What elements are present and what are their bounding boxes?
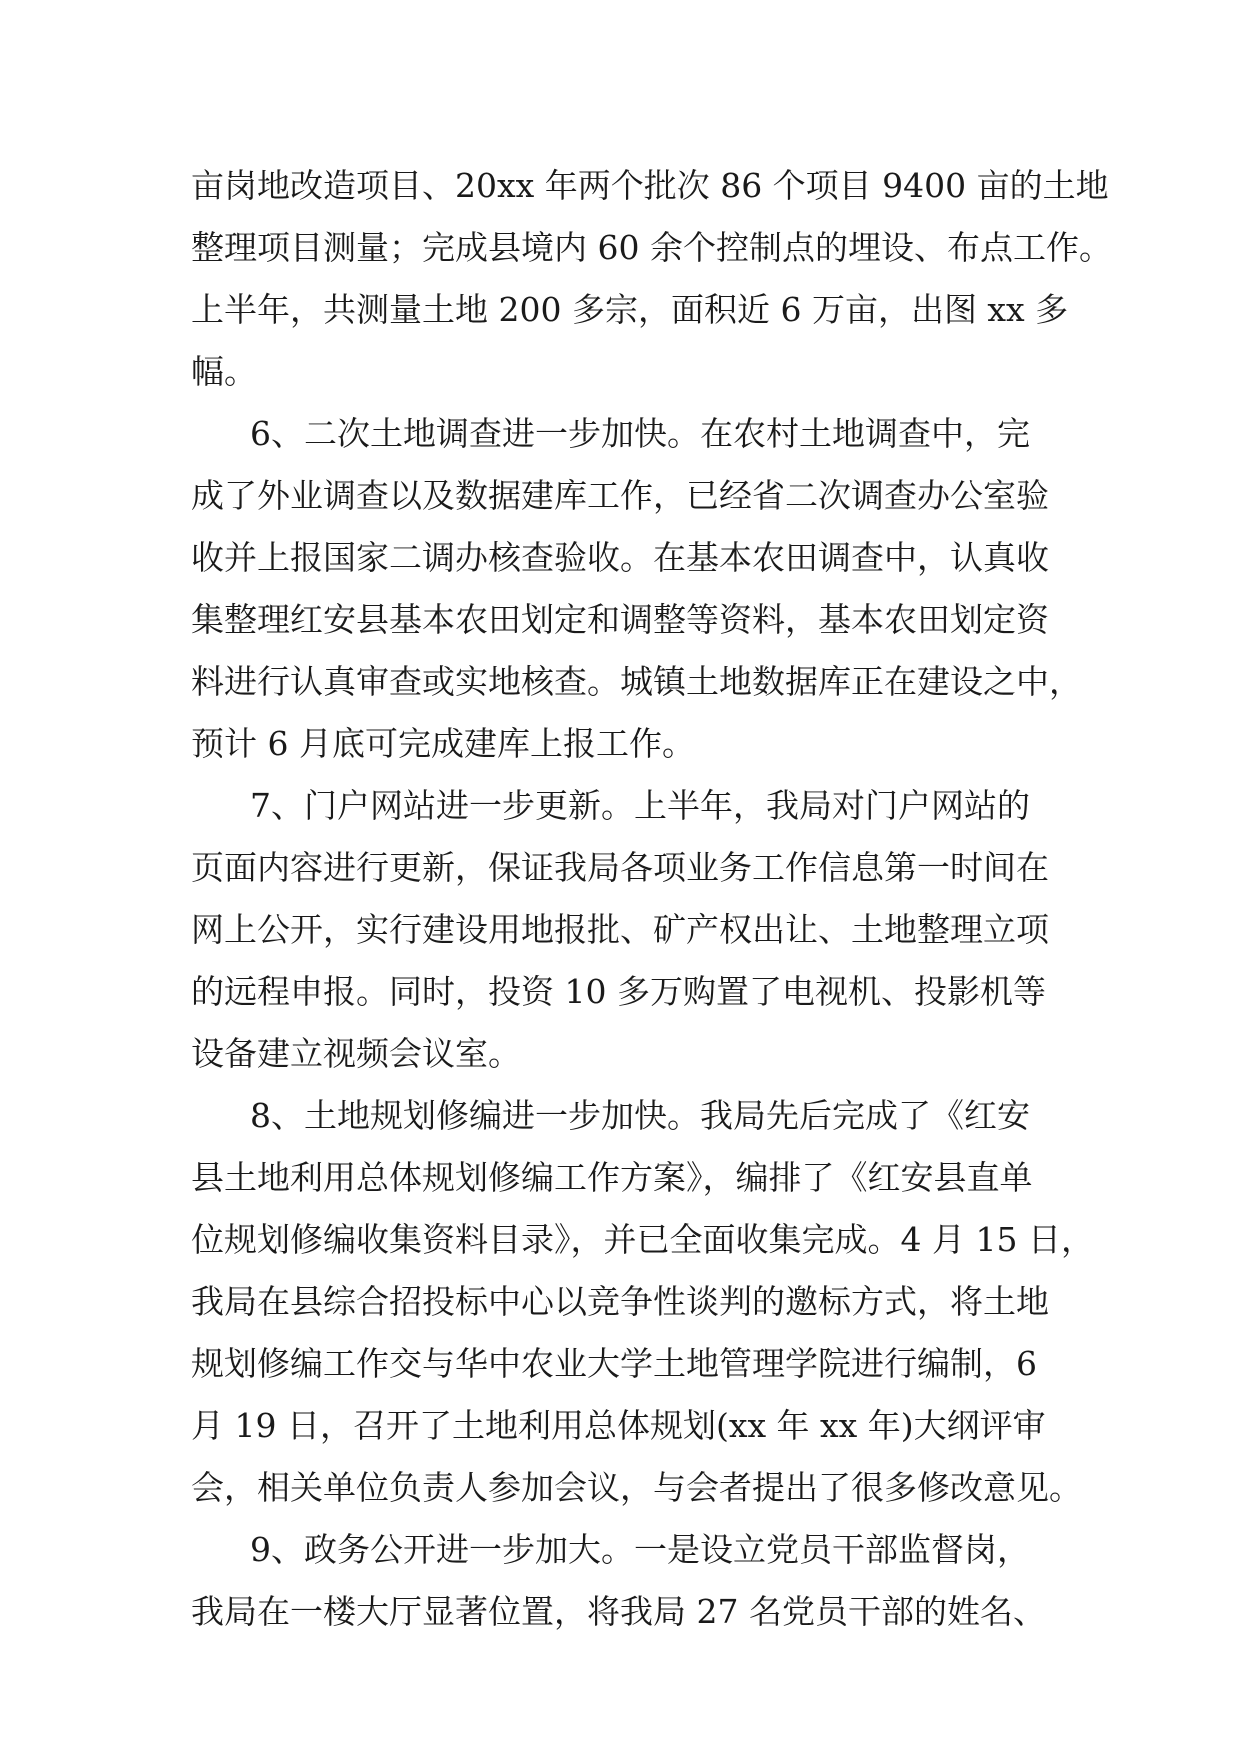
paragraph [191, 775, 1091, 1085]
text-line: 收并上报国家二调办核查验收。在基本农田调查中，认真收 [191, 538, 1049, 577]
text-line: 8、土地规划修编进一步加快。我局先后完成了《红安 [250, 1096, 1030, 1135]
paragraph [191, 1519, 1091, 1643]
text-line: 幅。 [191, 352, 257, 391]
paragraph [191, 403, 1091, 775]
text-line: 整理项目测量；完成县境内 60 余个控制点的埋设、布点工作。 [191, 228, 1112, 267]
text-line: 7、门户网站进一步更新。上半年，我局对门户网站的 [250, 786, 1030, 825]
text-line: 9、政务公开进一步加大。一是设立党员干部监督岗， [250, 1530, 1030, 1569]
text-line: 的远程申报。同时，投资 10 多万购置了电视机、投影机等 [191, 972, 1046, 1011]
text-line: 会，相关单位负责人参加会议，与会者提出了很多修改意见。 [191, 1468, 1082, 1507]
document-body [191, 155, 1112, 1643]
text-line: 规划修编工作交与华中农业大学土地管理学院进行编制，6 [191, 1344, 1037, 1383]
text-line: 料进行认真审查或实地核查。城镇土地数据库正在建设之中， [191, 662, 1082, 701]
text-line: 我局在一楼大厅显著位置，将我局 27 名党员干部的姓名、 [191, 1592, 1046, 1631]
text-line: 页面内容进行更新，保证我局各项业务工作信息第一时间在 [191, 848, 1049, 887]
text-line: 预计 6 月底可完成建库上报工作。 [191, 724, 695, 763]
text-line: 县土地利用总体规划修编工作方案》，编排了《红安县直单 [191, 1158, 1033, 1197]
text-line: 网上公开，实行建设用地报批、矿产权出让、土地整理立项 [191, 910, 1049, 949]
text-line: 6、二次土地调查进一步加快。在农村土地调查中，完 [250, 414, 1030, 453]
text-line: 成了外业调查以及数据建库工作，已经省二次调查办公室验 [191, 476, 1049, 515]
text-line: 我局在县综合招投标中心以竞争性谈判的邀标方式，将土地 [191, 1282, 1049, 1321]
text-line: 位规划修编收集资料目录》，并已全面收集完成。4 月 15 日， [191, 1220, 1094, 1259]
paragraph [191, 1085, 1094, 1519]
text-line: 设备建立视频会议室。 [191, 1034, 521, 1073]
text-line: 亩岗地改造项目、20xx 年两个批次 86 个项目 9400 亩的土地 [191, 166, 1109, 205]
text-line: 月 19 日，召开了土地利用总体规划(xx 年 xx 年)大纲评审 [191, 1406, 1046, 1445]
text-line: 集整理红安县基本农田划定和调整等资料，基本农田划定资 [191, 600, 1049, 639]
text-line: 上半年，共测量土地 200 多宗，面积近 6 万亩，出图 xx 多 [191, 290, 1069, 329]
paragraph [191, 155, 1112, 403]
